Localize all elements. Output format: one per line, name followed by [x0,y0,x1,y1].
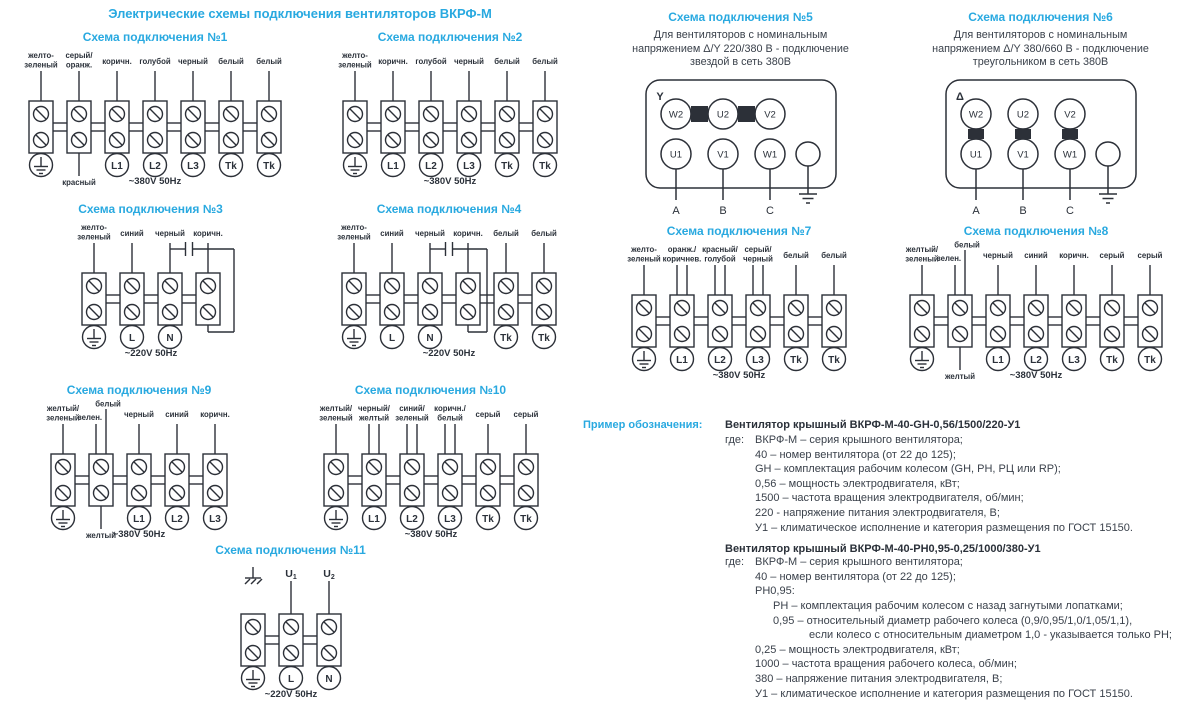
terminal-block [89,454,113,506]
svg-text:синий: синий [380,229,404,238]
terminal-block [120,273,144,325]
terminal-block [257,101,281,153]
svg-text:белый: белый [436,413,463,423]
svg-text:B: B [718,204,727,217]
svg-text:желто-: желто- [342,51,368,60]
terminal-block [343,101,367,153]
svg-text:Y: Y [655,90,664,103]
svg-text:зеленый: зеленый [76,232,111,242]
svg-text:черный: черный [743,254,773,264]
svg-text:W1: W1 [762,149,777,160]
terminal-block [822,295,846,347]
scheme-6-title: Схема подключения №6 [968,10,1113,24]
svg-text:белый: белый [493,229,519,238]
terminal-block [632,295,656,347]
terminal-block [533,101,557,153]
svg-text:зеленый: зеленый [905,254,939,264]
terminal-block [1062,295,1086,347]
earth-icon [1099,194,1117,203]
terminal-block [67,101,91,153]
svg-text:~380V 50Hz: ~380V 50Hz [128,176,182,187]
description-line: звездой в сеть 380В [690,56,791,68]
svg-text:черный: черный [178,57,208,66]
svg-text:черный: черный [124,410,154,419]
example-line: 1000 – частота вращения рабочего колеса, об/мин; [755,658,1017,671]
scheme-2-diagram [320,48,580,197]
svg-text:~220V 50Hz: ~220V 50Hz [422,348,476,359]
scheme-8-title: Схема подключения №8 [963,224,1109,238]
scheme-2 [320,30,580,197]
example-label: Пример обозначения: [583,419,703,431]
svg-text:U2: U2 [716,109,729,120]
svg-text:белый: белый [494,57,520,66]
svg-text:Tk: Tk [538,332,550,344]
terminal-block [279,614,303,666]
scheme-8 [888,224,1184,391]
svg-text:синий: синий [119,229,144,238]
svg-text:серый: серый [475,410,500,419]
terminal-block [380,273,404,325]
svg-text:желтый: желтый [86,531,116,540]
scheme-6-description [898,29,1183,70]
scheme-5-diagram [598,74,883,225]
s3-svg [61,220,241,364]
svg-text:L3: L3 [752,354,764,366]
svg-text:черный: черный [454,57,484,66]
svg-text:L1: L1 [133,513,145,525]
svg-text:V1: V1 [716,149,729,160]
example-line: 1500 – частота вращения электродвигателя, об/мин; [755,492,1024,505]
svg-text:~220V 50Hz: ~220V 50Hz [264,689,317,700]
svg-text:U1: U1 [284,568,297,581]
scheme-1-diagram [8,48,302,197]
example-line: где: ВКРФ-М – серия крышного вентилятора; [725,434,963,446]
svg-text:коричн./: коричн./ [433,404,466,413]
svg-text:L1: L1 [387,160,399,172]
svg-text:серый: серый [1099,251,1125,260]
svg-text:L1: L1 [676,354,688,366]
example-line: 380 – напряжение питания электродвигателя, В; [755,672,1003,685]
svg-text:красный: красный [62,178,96,187]
example-line: 40 – номер вентилятора (от 22 до 125); [755,570,956,583]
svg-text:Tk: Tk [225,160,237,172]
s2-svg [322,48,578,192]
svg-text:белый: белый [783,251,809,260]
example-line: У1 – климатическое исполнение и категория размещения по ГОСТ 15150. [755,687,1133,700]
svg-text:зеленый: зеленый [24,60,58,70]
svg-text:коричнев.: коричнев. [662,254,702,264]
terminal-block [457,101,481,153]
s10-svg [303,401,559,545]
terminal-block [910,295,934,347]
svg-text:зеленый: зеленый [337,232,371,242]
terminal-block [419,101,443,153]
svg-text:желтый/: желтый/ [46,404,80,413]
svg-text:белый: белый [256,57,282,66]
svg-text:Tk: Tk [828,354,840,366]
terminal-block [418,273,442,325]
svg-text:N: N [426,332,434,344]
scheme-8-diagram [888,242,1184,391]
terminal-block [532,273,556,325]
terminal-block [1100,295,1124,347]
description-line: напряжением Δ/Y 220/380 В - подключение [632,42,849,55]
example-line: 0,56 – мощность электродвигателя, кВт; [755,477,960,490]
svg-text:белый: белый [532,57,558,66]
svg-text:серый: серый [1137,251,1163,260]
svg-text:L: L [388,332,396,344]
svg-text:Tk: Tk [790,354,802,366]
svg-text:L3: L3 [1068,354,1080,366]
svg-text:белый: белый [954,240,980,250]
svg-text:V2: V2 [1063,109,1076,120]
designation-example [583,418,1184,701]
ground-symbol [911,348,934,371]
svg-text:U1: U1 [969,149,982,160]
description-line: напряжением Δ/Y 380/660 В - подключение [932,42,1149,55]
terminal-block [495,101,519,153]
example-line: 220 - напряжение питания электродвигателя, В; [755,506,1000,519]
ground-terminal [796,142,820,166]
terminal-block [241,614,265,666]
terminal-block [203,454,227,506]
svg-text:желто-: желто- [80,223,107,232]
scheme-6-diagram [898,74,1183,225]
svg-text:желто-: желто- [28,51,54,60]
svg-text:Tk: Tk [539,160,551,172]
terminal-block [476,454,500,506]
svg-text:L: L [128,332,135,344]
ground-symbol [30,154,53,177]
example-line: 40 – номер вентилятора (от 22 до 125); [755,448,956,461]
svg-text:L3: L3 [443,513,456,525]
terminal-block [82,273,106,325]
s4-svg [321,220,577,364]
example-model-2: Вентилятор крышный ВКРФ-М-40-РН0,95-0,25/1000/380-У1 [725,543,1041,556]
ground-symbol [241,667,264,690]
terminal-block [196,273,220,325]
scheme-10 [283,383,578,550]
svg-text:белый: белый [821,251,847,260]
svg-text:желтый/: желтый/ [905,245,939,254]
terminal-block [494,273,518,325]
svg-text:желтый/: желтый/ [319,404,352,413]
svg-text:A: A [671,204,680,217]
svg-text:Tk: Tk [519,513,532,525]
scheme-11-diagram [158,561,423,710]
svg-text:A: A [971,204,980,217]
svg-text:Tk: Tk [1144,354,1156,366]
svg-text:черный: черный [983,251,1013,260]
scheme-11 [158,543,423,710]
svg-text:голубой: голубой [704,254,736,264]
description-line: треугольником в сеть 380В [972,56,1109,68]
svg-text:V1: V1 [1016,149,1029,160]
svg-text:зеленый: зеленый [627,254,661,264]
example-line: GH – комплектация рабочим колесом (GH, PH, РЦ или RP); [755,463,1061,476]
example-line: 0,25 – мощность электродвигателя, кВт; [755,643,960,656]
svg-text:W1: W1 [1062,149,1077,160]
scheme-3-diagram [28,220,273,369]
svg-text:~380V 50Hz: ~380V 50Hz [112,529,166,540]
ground-symbol [324,507,347,530]
s9-svg [30,401,248,545]
scheme-3 [28,202,273,369]
example-line: если колесо с относительным диаметром 1,0 - указывается только РН; [809,629,1172,642]
svg-text:V2: V2 [763,109,776,120]
svg-text:Tk: Tk [263,160,275,172]
example-line: РН – комплектация рабочим колесом с назад загнутыми лопатками; [773,599,1123,612]
svg-text:L2: L2 [714,354,726,366]
svg-text:W2: W2 [668,109,683,120]
svg-text:зеленый: зеленый [318,413,353,423]
svg-text:красный/: красный/ [702,245,738,254]
terminal-block [29,101,53,153]
svg-text:Tk: Tk [500,332,512,344]
terminal-block [1138,295,1162,347]
ground-terminal [1096,142,1120,166]
svg-text:L3: L3 [463,160,475,172]
svg-text:зеленый: зеленый [338,60,372,70]
ground-symbol [52,507,75,530]
svg-text:L2: L2 [405,513,418,525]
earth-icon [245,567,262,584]
svg-text:N: N [324,673,333,685]
svg-text:белый: белый [218,57,244,66]
svg-text:B: B [1018,204,1027,217]
svg-text:желтый: желтый [945,372,975,381]
svg-text:черный: черный [154,229,185,238]
description-line: Для вентиляторов с номинальным [953,29,1128,41]
svg-text:белый: белый [531,229,557,238]
terminal-block [165,454,189,506]
s8-svg [889,242,1183,386]
scheme-4 [318,202,580,369]
terminal-block [105,101,129,153]
scheme-9 [8,383,270,550]
svg-text:C: C [1065,204,1074,217]
scheme-11-title: Схема подключения №11 [215,543,366,557]
svg-text:L1: L1 [367,513,380,525]
scheme-10-diagram [283,401,578,550]
scheme-9-diagram [8,401,270,550]
svg-text:L2: L2 [171,513,183,525]
svg-text:~380V 50Hz: ~380V 50Hz [1009,370,1063,381]
s1-svg [8,48,302,192]
description-line: Для вентиляторов с номинальным [653,29,828,41]
svg-text:коричн.: коричн. [453,229,483,238]
terminal-block [986,295,1010,347]
terminal-block [158,273,182,325]
svg-text:синий: синий [1024,251,1048,260]
svg-text:серый: серый [513,410,538,419]
svg-text:коричн.: коричн. [192,229,223,238]
ground-symbol [82,326,105,349]
svg-text:L2: L2 [1030,354,1042,366]
svg-text:L2: L2 [425,160,437,172]
svg-text:оранж.: оранж. [65,60,93,70]
svg-text:U2: U2 [1016,109,1029,120]
svg-text:L2: L2 [149,160,161,172]
svg-text:черный: черный [415,229,445,238]
svg-text:оранж./: оранж./ [667,245,697,254]
terminal-block [219,101,243,153]
terminal-block [438,454,462,506]
scheme-5 [598,10,883,225]
svg-text:серый/: серый/ [744,245,772,254]
svg-text:коричн.: коричн. [1059,251,1089,260]
svg-text:желто-: желто- [631,245,657,254]
svg-text:Tk: Tk [481,513,494,525]
terminal-block [514,454,538,506]
svg-text:W2: W2 [968,109,983,120]
svg-text:белый: белый [95,399,121,409]
s7-svg [611,242,867,386]
svg-text:U1: U1 [669,149,682,160]
example-line: РН0,95: [755,585,795,598]
svg-text:голубой: голубой [415,57,447,66]
terminal-block [784,295,808,347]
terminal-block [324,454,348,506]
example-model-1: Вентилятор крышный ВКРФ-М-40-GH-0,56/1500/220-У1 [725,419,1021,431]
svg-text:L3: L3 [187,160,199,172]
scheme-7-diagram [593,242,885,391]
svg-text:L1: L1 [992,354,1004,366]
example-line: 0,95 – относительный диаметр рабочего колеса (0,9/0,95/1,0/1,05/1,1), [773,614,1133,627]
terminal-block [708,295,732,347]
svg-text:~220V 50Hz: ~220V 50Hz [124,348,177,359]
terminal-block [51,454,75,506]
terminal-block [948,295,972,347]
svg-text:серый/: серый/ [65,51,93,60]
ground-symbol [633,348,656,371]
svg-text:зелен.: зелен. [77,413,103,422]
svg-text:черный/: черный/ [357,404,390,413]
s5-svg [611,74,871,220]
scheme-4-diagram [318,220,580,369]
example-line: где: ВКРФ-М – серия крышного вентилятора; [725,556,963,569]
terminal-block [400,454,424,506]
terminal-block [143,101,167,153]
svg-text:желтый: желтый [358,413,389,423]
svg-text:синий: синий [165,410,189,419]
terminal-block [317,614,341,666]
scheme-7-title: Схема подключения №7 [666,224,812,238]
terminal-block [381,101,405,153]
terminal-block [1024,295,1048,347]
svg-text:Tk: Tk [1106,354,1118,366]
ground-symbol [343,326,366,349]
svg-text:L: L [287,673,294,685]
svg-text:Δ: Δ [955,90,964,103]
terminal-block [670,295,694,347]
where-label: где: [725,434,745,446]
terminal-block [181,101,205,153]
svg-text:синий/: синий/ [398,404,425,413]
scheme-10-title: Схема подключения №10 [354,383,507,397]
svg-text:~380V 50Hz: ~380V 50Hz [712,370,766,381]
svg-text:N: N [165,332,174,344]
svg-text:L3: L3 [209,513,221,525]
scheme-7 [593,224,885,391]
svg-text:~380V 50Hz: ~380V 50Hz [423,176,477,187]
scheme-5-title: Схема подключения №5 [668,10,813,24]
page-title: Электрические схемы подключения вентиляторов ВКРФ-М [108,6,492,21]
example-heading [583,418,1184,433]
svg-text:голубой: голубой [139,57,171,66]
example-line: У1 – климатическое исполнение и категория размещения по ГОСТ 15150. [755,521,1133,534]
terminal-block [342,273,366,325]
terminal-block [746,295,770,347]
svg-text:зеленый: зеленый [46,413,80,423]
terminal-block [456,273,480,325]
scheme-3-title: Схема подключения №3 [78,202,223,216]
svg-text:коричн.: коричн. [200,410,230,419]
svg-text:U2: U2 [322,568,335,581]
svg-text:коричн.: коричн. [102,57,132,66]
ground-symbol [344,154,367,177]
where-label: где: [725,556,745,569]
svg-text:C: C [765,204,774,217]
scheme-6 [898,10,1183,225]
svg-text:коричн.: коричн. [378,57,408,66]
s11-svg [220,561,362,705]
svg-text:желто-: желто- [341,223,367,232]
scheme-4-title: Схема подключения №4 [376,202,522,216]
scheme-2-title: Схема подключения №2 [377,30,523,44]
terminal-block [127,454,151,506]
svg-text:L1: L1 [111,160,123,172]
scheme-1-title: Схема подключения №1 [82,30,228,44]
scheme-9-title: Схема подключения №9 [66,383,212,397]
svg-text:зеленый: зеленый [394,413,429,423]
svg-text:~380V 50Hz: ~380V 50Hz [404,529,457,540]
svg-text:Tk: Tk [501,160,513,172]
earth-icon [799,194,817,203]
terminal-block [362,454,386,506]
svg-text:зелен.: зелен. [936,254,962,263]
scheme-5-description [598,29,883,70]
scheme-1 [8,30,302,197]
s6-svg [911,74,1171,220]
